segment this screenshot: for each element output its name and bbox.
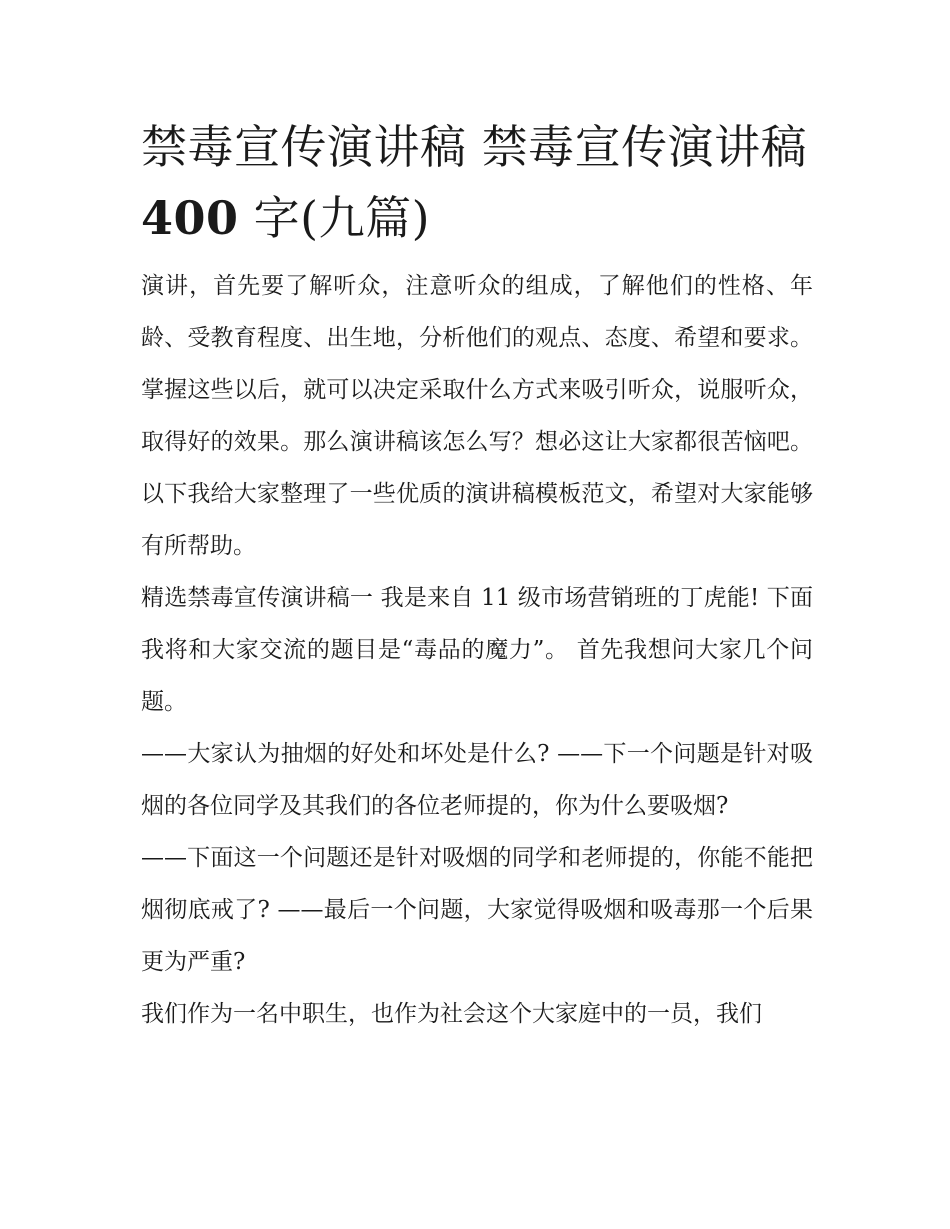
paragraph-question-quitting: ——下面这一个问题还是针对吸烟的同学和老师提的，你能不能把烟彻底戒了? ——最后一个问题，大家觉得吸烟和吸毒那一个后果更为严重? xyxy=(141,845,813,975)
title-number: 400 xyxy=(141,191,239,245)
document-title: 禁毒宣传演讲稿 禁毒宣传演讲稿 400 字(九篇) xyxy=(141,120,808,245)
paragraph-intro: 演讲，首先要了解听众，注意听众的组成，了解他们的性格、年龄、受教育程度、出生地，分析他们的观点、态度、希望和要求。掌握这些以后，就可以决定采取什么方式来吸引听众，说服听众，取得好的效果。那么演讲稿该怎么写？想必这让大家都很苦恼吧。以下我给大家整理了一些优质的演讲稿模板范文，希望对大家能够有所帮助。 xyxy=(141,273,813,559)
document-content xyxy=(141,112,813,1040)
paragraph-students: 我们作为一名中职生，也作为社会这个大家庭中的一员，我们 xyxy=(141,1001,762,1027)
paragraph-question-smoking: ——大家认为抽烟的好处和坏处是什么? ——下一个问题是针对吸烟的各位同学及其我们的各位老师提的，你为什么要吸烟? xyxy=(141,741,813,819)
paragraph-speech-one: 精选禁毒宣传演讲稿一 我是来自 11 级市场营销班的丁虎能! 下面我将和大家交流的题目是“毒品的魔力”。 首先我想问大家几个问题。 xyxy=(141,585,813,715)
